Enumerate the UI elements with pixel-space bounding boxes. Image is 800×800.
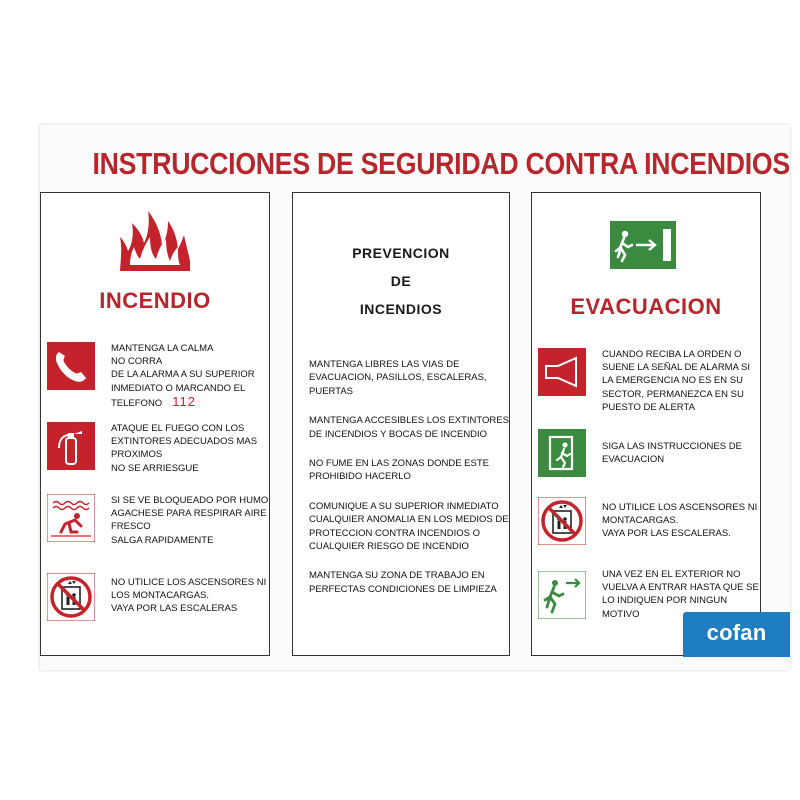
- panel-evacuacion: [531, 192, 761, 656]
- cofan-logo: [683, 612, 790, 657]
- prevencion-item: [309, 414, 509, 441]
- prevencion-item-line: MANTENGA SU ZONA DE TRABAJO EN: [309, 570, 485, 582]
- prevencion-item: [309, 358, 504, 398]
- prevencion-item: [309, 569, 504, 596]
- evacuacion-item-line: SECTOR, PERMANEZCA EN SU: [602, 388, 744, 400]
- emergency-exit-sign-icon: [610, 221, 676, 269]
- panel-prevencion: [292, 192, 510, 656]
- evacuacion-item-line: PUESTO DE ALERTA: [602, 401, 695, 413]
- running-person-exit-icon: [538, 571, 586, 619]
- prevencion-heading-line: INCENDIOS: [359, 301, 443, 317]
- panel-incendio: [40, 192, 270, 656]
- incendio-heading: INCENDIO: [99, 288, 211, 313]
- evacuacion-item-line: MOTIVO: [602, 608, 640, 620]
- prevencion-item-line: MANTENGA ACCESIBLES LOS EXTINTORES: [309, 415, 509, 427]
- incendio-item-line: MANTENGA LA CALMA: [111, 343, 214, 354]
- prevencion-list: [309, 358, 509, 612]
- incendio-item-line: FRESCO: [111, 521, 151, 533]
- incendio-item-line: DE LA ALARMA A SU SUPERIOR: [111, 369, 255, 381]
- evacuacion-item-line: LO INDIQUEN POR NINGUN: [602, 595, 728, 607]
- prevencion-item-line: PUERTAS: [309, 385, 353, 397]
- no-elevator-icon: [47, 573, 95, 621]
- incendio-item-line: VAYA POR LAS ESCALERAS: [111, 603, 238, 615]
- prevencion-item-line: CUALQUIER ANOMALIA EN LOS MEDIOS DE: [309, 514, 509, 526]
- prevencion-item: [309, 500, 509, 554]
- incendio-item-line: INMEDIATO O MARCANDO EL: [111, 382, 246, 394]
- sign-title: INSTRUCCIONES DE SEGURIDAD CONTRA INCENDIOS: [92, 146, 790, 181]
- prevencion-item-line: NO FUME EN LAS ZONAS DONDE ESTE: [309, 458, 489, 470]
- incendio-item-line: SI SE VE BLOQUEADO POR HUMO: [111, 495, 269, 506]
- incendio-item-line: PROXIMOS: [111, 449, 163, 461]
- prevencion-heading-line: PREVENCION: [352, 245, 450, 261]
- incendio-item-line: EXTINTORES ADECUADOS MAS: [111, 436, 258, 448]
- incendio-item-line: AGACHESE PARA RESPIRAR AIRE: [111, 508, 267, 520]
- incendio-item-line: SALGA RAPIDAMENTE: [111, 534, 214, 546]
- prevencion-item-line: CUALQUIER RIESGO DE INCENDIO: [309, 541, 469, 553]
- prevencion-item-line: EVACUACION, PASILLOS, ESCALERAS,: [309, 372, 487, 384]
- incendio-item-line: LOS MONTACARGAS.: [111, 590, 210, 602]
- evacuacion-item-line: SIGA LAS INSTRUCCIONES DE: [602, 441, 742, 452]
- incendio-item-line: ATAQUE EL FUEGO CON LOS: [111, 423, 245, 434]
- evacuacion-item-line: UNA VEZ EN EL EXTERIOR NO: [602, 569, 741, 580]
- evacuacion-item-line: CUANDO RECIBA LA ORDEN O: [602, 349, 742, 360]
- evacuacion-heading: EVACUACION: [570, 294, 722, 319]
- prevencion-heading-line: DE: [390, 273, 412, 289]
- crouching-person-smoke-icon: [47, 494, 95, 542]
- alarm-horn-icon: [538, 348, 586, 396]
- prevencion-item-line: DE INCENDIOS Y BOCAS DE INCENDIO: [309, 428, 488, 440]
- emergency-exit-door-icon: [538, 429, 586, 477]
- no-elevator-icon: [538, 497, 586, 545]
- flame-icon: [118, 205, 192, 273]
- evacuacion-item-line: MONTACARGAS.: [602, 515, 679, 527]
- prevencion-item-line: COMUNIQUE A SU SUPERIOR INMEDIATO: [309, 500, 499, 512]
- evacuacion-item-line: LA EMERGENCIA NO ES EN SU: [602, 375, 743, 387]
- prevencion-item-line: MANTENGA LIBRES LAS VIAS DE: [309, 359, 460, 370]
- prevencion-item: [309, 457, 504, 484]
- prevencion-item-line: PROTECCION CONTRA INCENDIOS O: [309, 527, 481, 539]
- fire-extinguisher-icon: [47, 422, 95, 470]
- safety-sign: [40, 125, 790, 670]
- incendio-item-line: TELEFONO: [111, 397, 163, 409]
- prevencion-item-line: PERFECTAS CONDICIONES DE LIMPIEZA: [309, 583, 497, 595]
- telephone-icon: [47, 342, 95, 390]
- incendio-item-line: NO SE ARRIESGUE: [111, 462, 199, 474]
- evacuacion-item-line: NO UTILICE LOS ASCENSORES NI: [602, 502, 758, 513]
- evacuacion-item-line: SUENE LA SEÑAL DE ALARMA SI: [602, 362, 751, 374]
- emergency-number: 112: [172, 393, 196, 409]
- incendio-item-line: NO CORRA: [111, 356, 163, 368]
- evacuacion-item-line: VUELVA A ENTRAR HASTA QUE SE: [602, 582, 759, 594]
- brand-name: cofan: [706, 620, 767, 645]
- prevencion-item-line: PROHIBIDO HACERLO: [309, 471, 411, 483]
- incendio-item-line: NO UTILICE LOS ASCENSORES NI: [111, 577, 267, 588]
- evacuacion-item-line: VAYA POR LAS ESCALERAS.: [602, 528, 731, 540]
- evacuacion-item-line: EVACUACION: [602, 454, 665, 466]
